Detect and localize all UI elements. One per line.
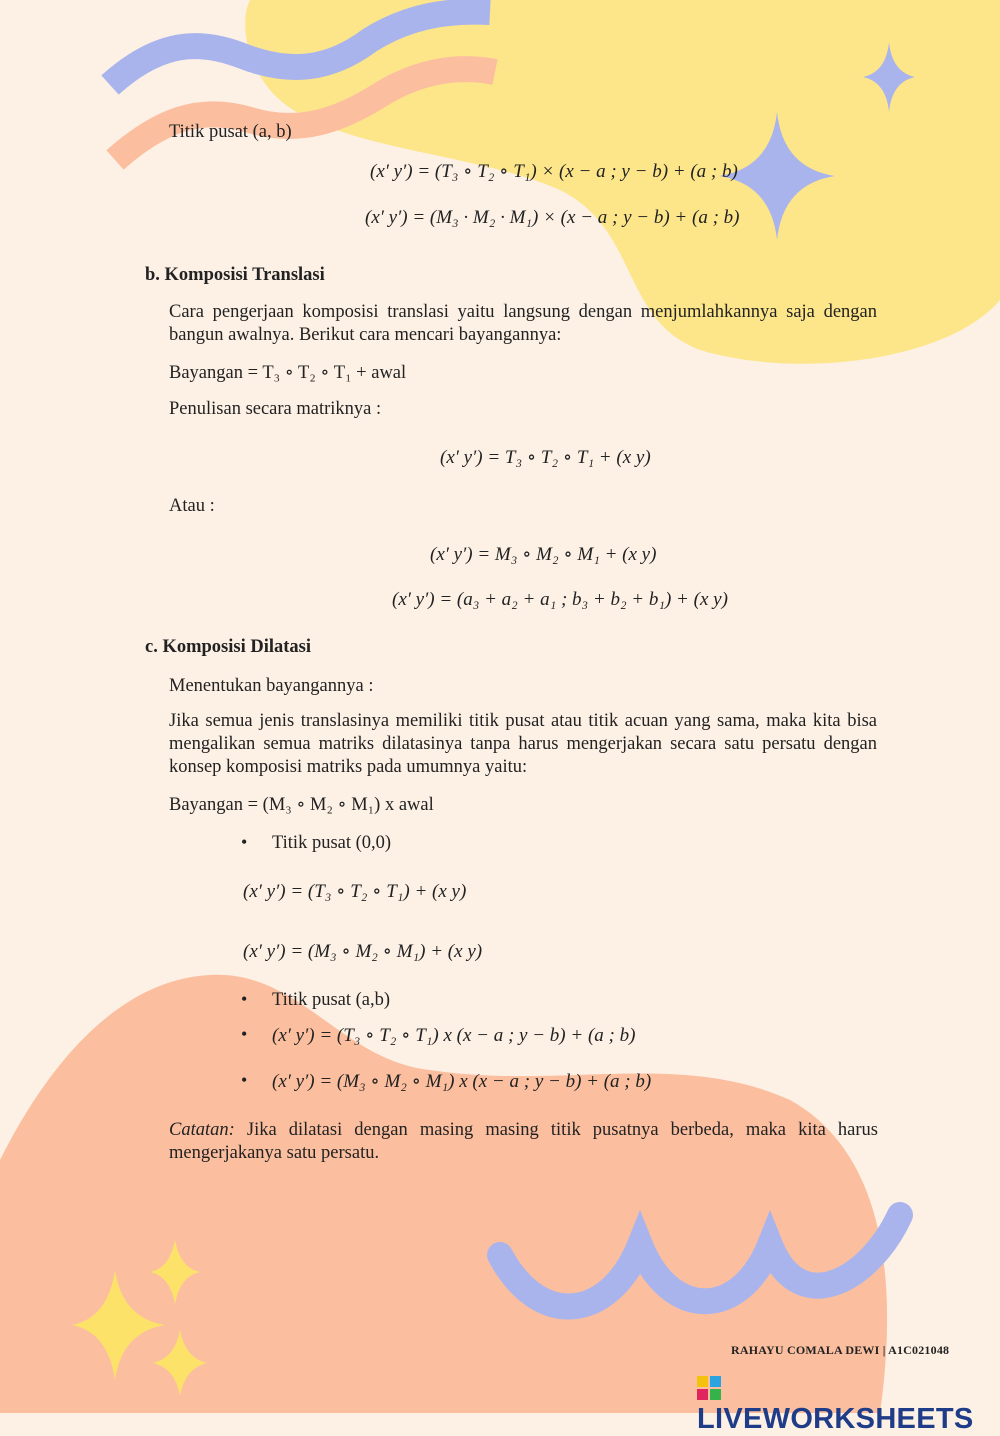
bullet-titik-pusat-ab: Titik pusat (a,b) [272, 990, 391, 1010]
section-c-equation-4: (x′ y′) = (M₃ ∘ M₂ ∘ M₁) x (x − a ; y − b) + (a ; b) [272, 1071, 652, 1092]
section-b-equation-2: (x′ y′) = M₃ ∘ M₂ ∘ M₁ + (x y) [430, 544, 657, 565]
equation-top-2: (x′ y′) = (M₃ · M₂ · M₁) × (x − a ; y − b) + (a ; b) [365, 207, 740, 228]
section-b-heading: b. Komposisi Translasi [145, 265, 325, 285]
section-b-penulisan: Penulisan secara matriknya : [169, 399, 382, 419]
section-c-menentukan: Menentukan bayangannya : [169, 676, 374, 696]
catatan-note [169, 1119, 878, 1165]
bullet-dot-icon: • [241, 832, 248, 852]
equation-top-1: (x′ y′) = (T₃ ∘ T₂ ∘ T₁) × (x − a ; y − b) + (a ; b) [370, 161, 738, 182]
section-b-bayangan: Bayangan = T₃ ∘ T₂ ∘ T₁ + awal [169, 363, 407, 383]
section-c-paragraph: Jika semua jenis translasinya memiliki titik pusat atau titik acuan yang sama, maka kita bisa mengalikan semua matriks dilatasinya tanpa harus mengerjakan secara satu persatu dengan konsep komposisi matriks pada umumnya yaitu: [169, 711, 877, 777]
bullet-dot-icon: • [241, 1070, 248, 1090]
brand-name: LIVEWORKSHEETS [697, 1403, 974, 1435]
section-c-equation-1: (x′ y′) = (T₃ ∘ T₂ ∘ T₁) + (x y) [243, 881, 467, 902]
top-center-label: Titik pusat (a, b) [169, 122, 292, 142]
section-b-paragraph: Cara pengerjaan komposisi translasi yaitu langsung dengan menjumlahkannya saja dengan bangun awalnya. Berikut cara mencari bayangannya: [169, 302, 877, 345]
section-b-equation-1: (x′ y′) = T₃ ∘ T₂ ∘ T₁ + (x y) [440, 447, 651, 468]
section-c-equation-2: (x′ y′) = (M₃ ∘ M₂ ∘ M₁) + (x y) [243, 941, 483, 962]
footer-author: RAHAYU COMALA DEWI | A1C021048 [731, 1343, 950, 1357]
section-c-bayangan: Bayangan = (M₃ ∘ M₂ ∘ M₁) x awal [169, 795, 434, 815]
bullet-dot-icon: • [241, 1024, 248, 1044]
section-c-heading: c. Komposisi Dilatasi [145, 637, 311, 657]
bullet-dot-icon: • [241, 989, 248, 1009]
section-b-equation-3: (x′ y′) = (a₃ + a₂ + a₁ ; b₃ + b₂ + b₁) + (x y) [392, 589, 728, 610]
section-c-equation-3: (x′ y′) = (T₃ ∘ T₂ ∘ T₁) x (x − a ; y − b) + (a ; b) [272, 1025, 636, 1046]
catatan-text: Jika dilatasi dengan masing masing titik pusatnya berbeda, maka kita harus mengerjakanya satu persatu. [169, 1120, 878, 1163]
liveworksheets-logo-icon [697, 1376, 721, 1400]
catatan-label: Catatan: [169, 1120, 235, 1140]
brand-logo [697, 1376, 1000, 1436]
section-b-atau: Atau : [169, 496, 215, 516]
bullet-titik-pusat-00: Titik pusat (0,0) [272, 833, 392, 853]
